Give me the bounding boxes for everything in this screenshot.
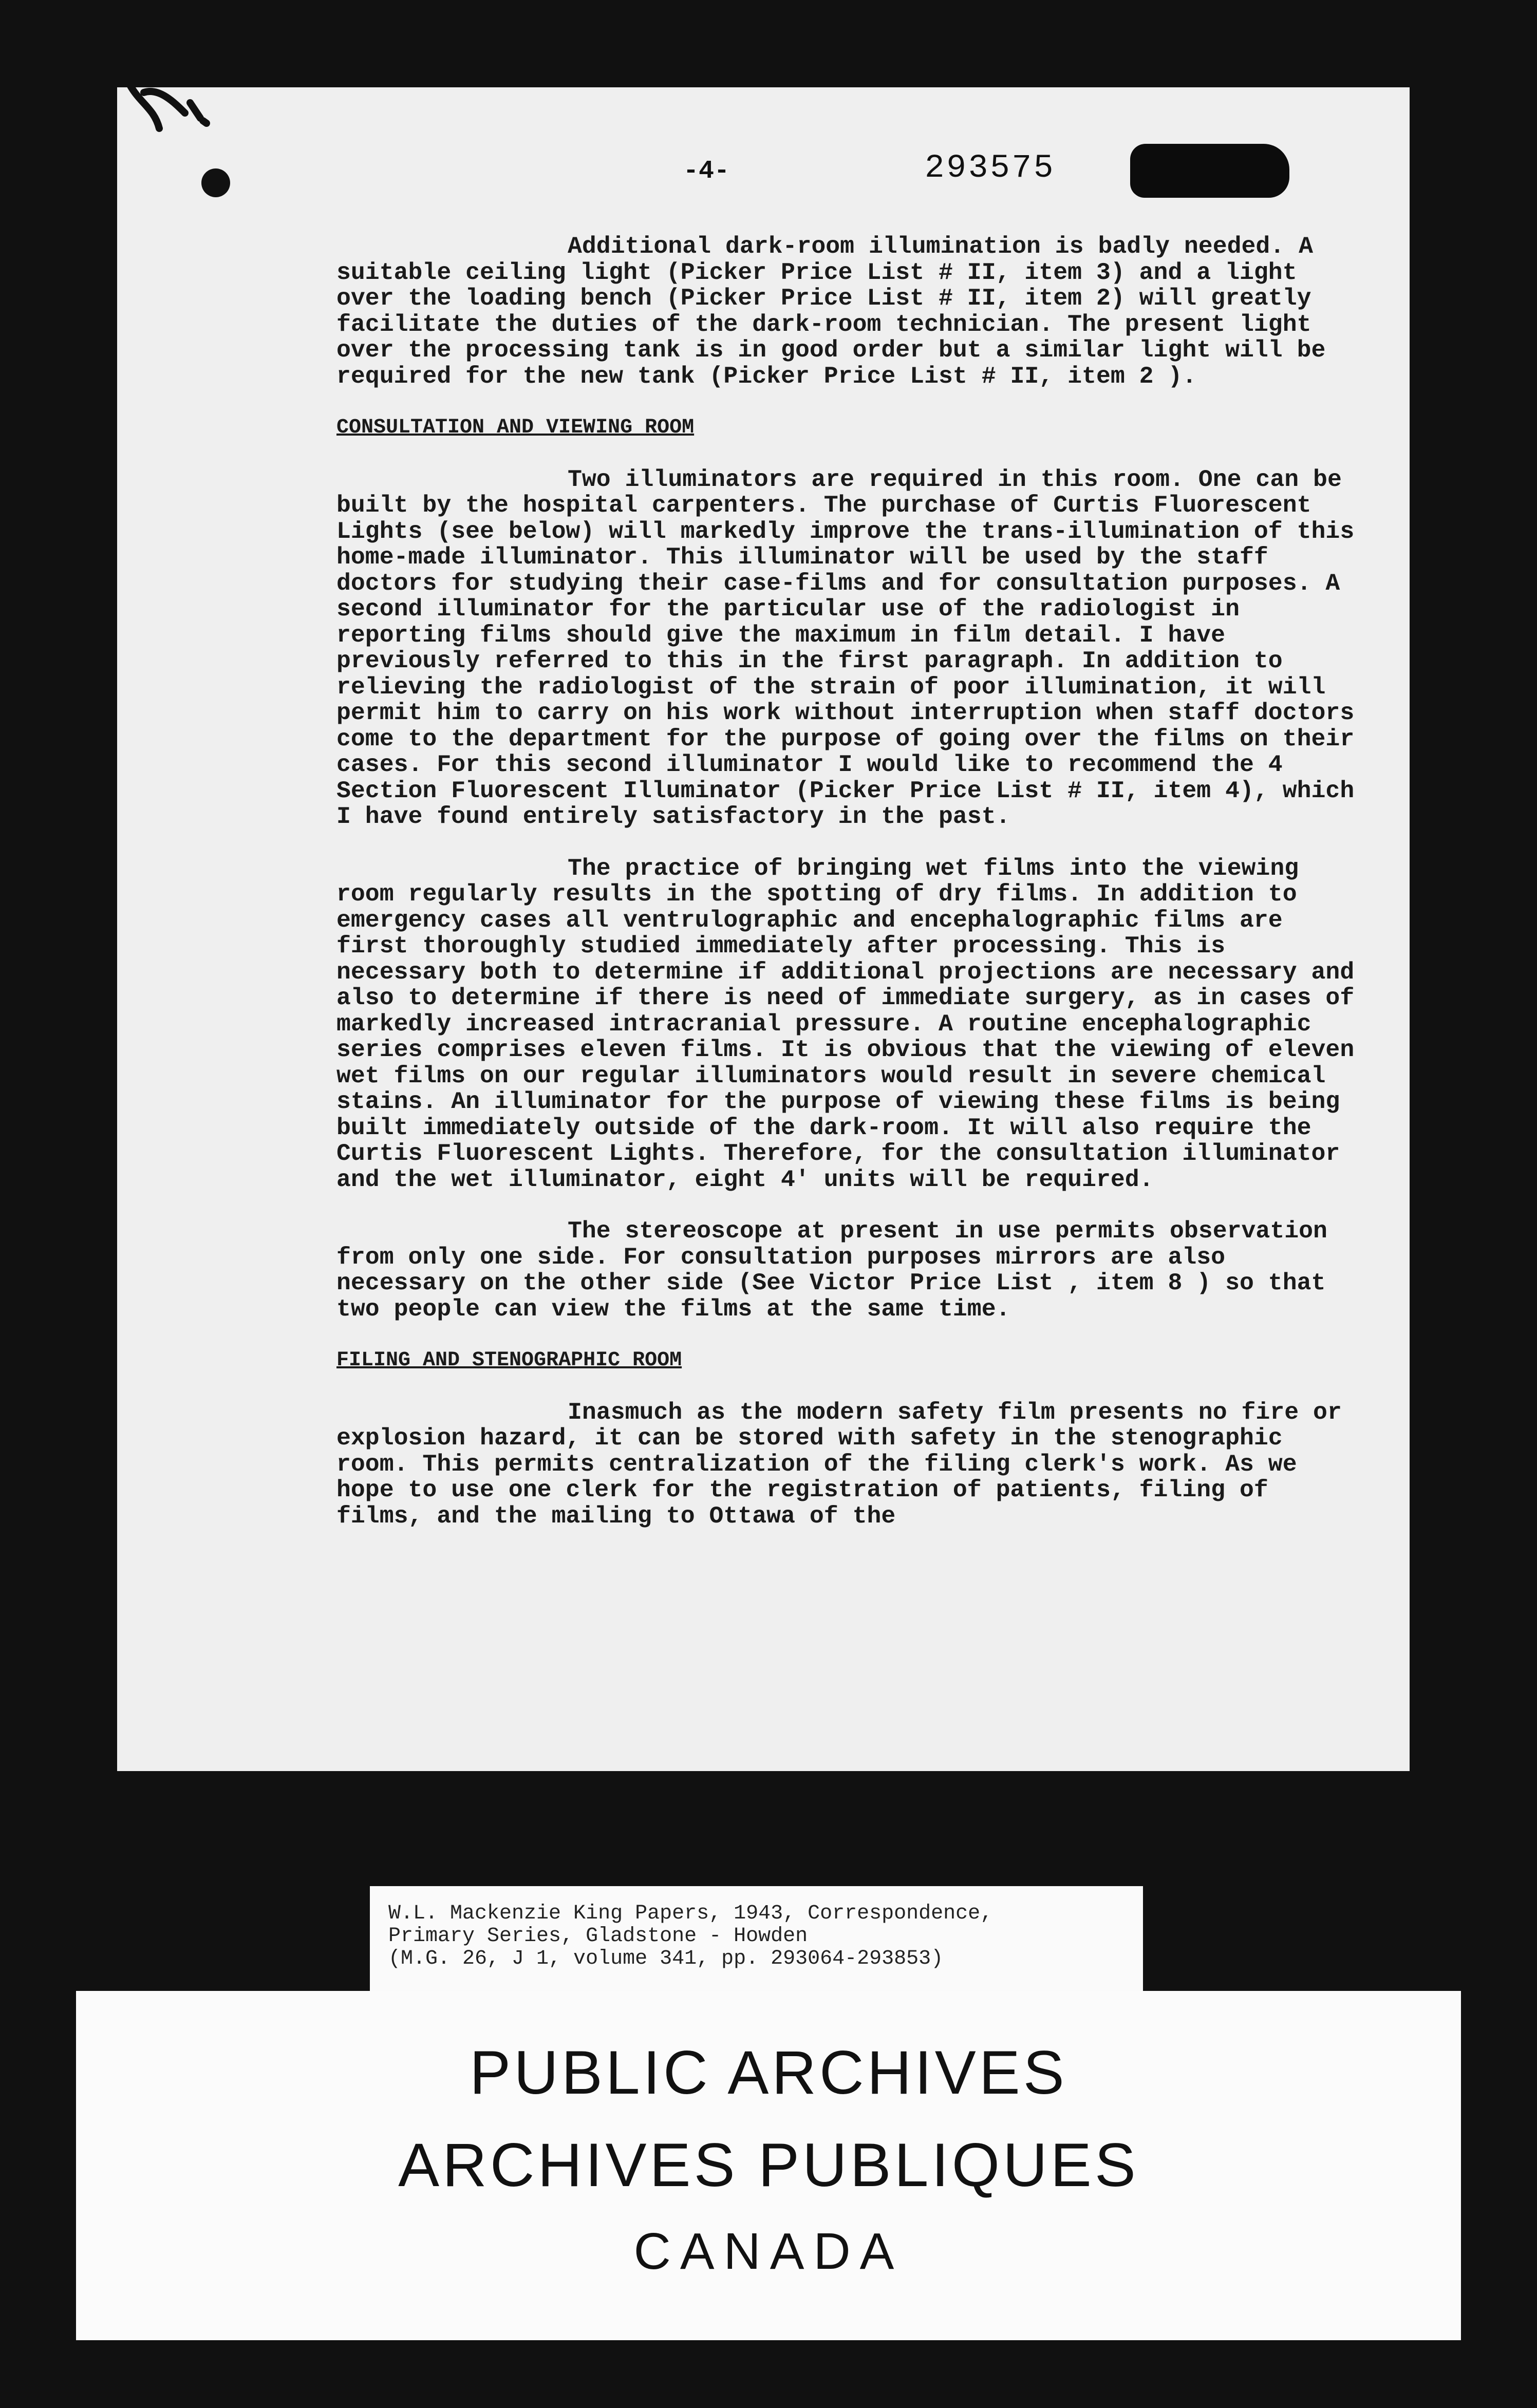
redaction-mark xyxy=(1130,144,1289,198)
section-heading-filing: FILING AND STENOGRAPHIC ROOM xyxy=(336,1349,682,1372)
document-body xyxy=(336,233,1369,1530)
paragraph-wet-films: The practice of bringing wet films into the viewing room regularly results in the spotting of dry films. In addition to emergency cases all ventrulographic and encephalographic films are first thoroughly studied immediately after processing. This is necessary both to determine if additional projections are necessary and also to determine if there is need of immediate surgery, as in cases of markedly increased intracranial pressure. A routine encephalographic series comprises eleven films. It is obvious that the viewing of eleven wet films on our regular illuminators would result in severe chemical stains. An illuminator for the purpose of viewing these films is being built immediately outside of the dark-room. It will also require the Curtis Fluorescent Lights. Therefore, for the consultation illuminator and the wet illuminator, eight 4' units will be required. xyxy=(336,854,1369,1193)
paragraph-stereoscope: The stereoscope at present in use permits observation from only one side. For consultation purposes mirrors are also necessary on the other side (See Victor Price List , item 8 ) so that two people can view the films at the same time. xyxy=(336,1217,1342,1323)
punch-hole xyxy=(201,168,230,197)
archive-line-french: ARCHIVES PUBLIQUES xyxy=(398,2131,1139,2199)
page-number: -4- xyxy=(683,157,730,186)
citation-line: W.L. Mackenzie King Papers, 1943, Correspondence, xyxy=(388,1902,993,1925)
citation-line: Primary Series, Gladstone - Howden xyxy=(388,1925,808,1948)
paragraph-darkroom: Additional dark-room illumination is badly needed. A suitable ceiling light (Picker Price List # II, item 3) and a light over the loading bench (Picker Price List # II, item 2) will greatly facilitate the duties of the dark-room technician. The present light over the processing tank is in good order but a similar light will be required for the new tank (Picker Price List # II, item 2 ). xyxy=(336,233,1340,390)
archive-line-english: PUBLIC ARCHIVES xyxy=(470,2038,1067,2107)
document-number: 293575 xyxy=(925,150,1056,187)
paragraph-safety-film: Inasmuch as the modern safety film presents no fire or explosion hazard, it can be stored with safety in the stenographic room. This permits centralization of the filing clerk's work. As we hope to use one clerk for the registration of patients, filing of films, and the mailing to Ottawa of the xyxy=(336,1398,1356,1530)
handwritten-mark xyxy=(123,72,216,144)
citation-line: (M.G. 26, J 1, volume 341, pp. 293064-293853) xyxy=(388,1947,944,1970)
citation-label xyxy=(370,1886,1143,1999)
archive-line-country: CANADA xyxy=(633,2223,904,2280)
section-heading-consultation: CONSULTATION AND VIEWING ROOM xyxy=(336,416,695,439)
paragraph-illuminators: Two illuminators are required in this room. One can be built by the hospital carpenters. The purchase of Curtis Fluorescent Lights (see below) will markedly improve the trans-illumination of this home-made illuminator. This illuminator will be used by the staff doctors for studying their case-films and for consultation purposes. A second illuminator for the particular use of the radiologist in reporting films should give the maximum in film detail. I have previously referred to this in the first paragraph. In addition to relieving the radiologist of the strain of poor illumination, it will permit him to carry on his work without interruption when staff doctors come to the department for the purpose of going over the films on their cases. For this second illuminator I would like to recommend the 4 Section Fluorescent Illuminator (Picker Price List # II, item 4), which I have found entirely satisfactory in the past. xyxy=(336,465,1369,830)
archive-stamp xyxy=(76,1991,1461,2340)
